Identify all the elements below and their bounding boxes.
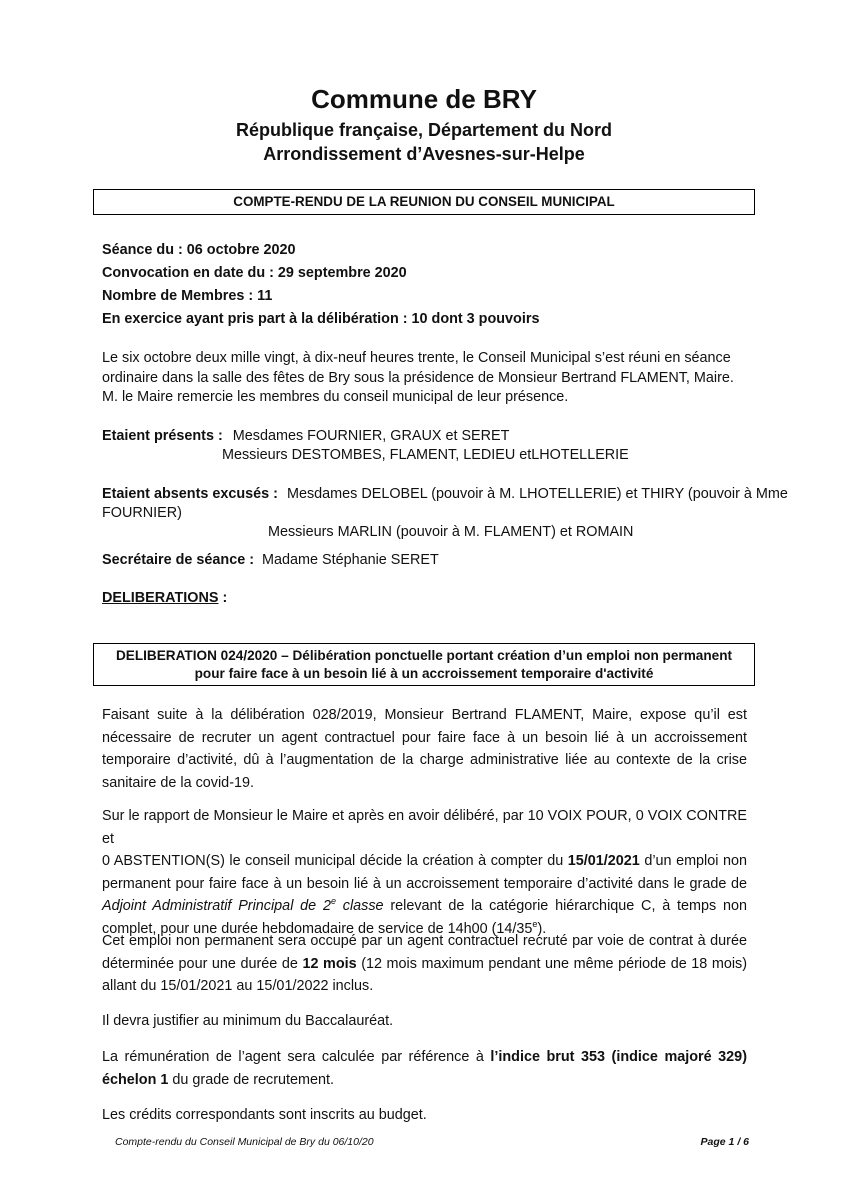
commune-title: Commune de BRY bbox=[311, 84, 537, 114]
presents-label: Etaient présents : bbox=[102, 428, 223, 444]
deliberation-title-line-1: DELIBERATION 024/2020 – Délibération ponctuelle portant création d’un emploi non permanent bbox=[115, 648, 733, 663]
paragraph-5 bbox=[102, 1046, 747, 1091]
presents-messieurs: Messieurs DESTOMBES, FLAMENT, LEDIEU etLHOTELLERIE bbox=[222, 447, 629, 463]
seance-date: Séance du : 06 octobre 2020 bbox=[102, 242, 296, 258]
p2-line-4: Adjoint Administratif Principal de 2e classe relevant de la catégorie hiérarchique C, à temps non bbox=[102, 896, 747, 915]
exercise-count: En exercice ayant pris part à la délibération : 10 dont 3 pouvoirs bbox=[102, 311, 540, 327]
p1-line-2: nécessaire de recruter un agent contractuel pour faire face à un besoin lié à un accroissement bbox=[102, 729, 747, 746]
contract-duration: 12 mois bbox=[302, 955, 357, 972]
deliberation-title-line-2: pour faire face à un besoin lié à un accroissement temporaire d'activité bbox=[194, 666, 654, 681]
report-title-box bbox=[93, 189, 755, 215]
p1-line-1: Faisant suite à la délibération 028/2019, Monsieur Bertrand FLAMENT, Maire, expose qu’il est bbox=[102, 707, 747, 723]
deliberation-title-box bbox=[93, 643, 755, 686]
paragraph-1 bbox=[102, 704, 747, 794]
absents-row bbox=[102, 484, 788, 504]
intro-line-1: Le six octobre deux mille vingt, à dix-neuf heures trente, le Conseil Municipal s’est réuni en séance bbox=[102, 350, 731, 366]
salary-index: l’indice brut 353 (indice majoré 329) bbox=[490, 1049, 747, 1065]
p5-line-1: La rémunération de l’agent sera calculée par référence à l’indice brut 353 (indice majoré 329) bbox=[102, 1049, 747, 1065]
absents-mesdames: Mesdames DELOBEL (pouvoir à M. LHOTELLERIE) et THIRY (pouvoir à Mme bbox=[286, 486, 788, 502]
report-title: COMPTE-RENDU DE LA REUNION DU CONSEIL MUNICIPAL bbox=[233, 194, 615, 209]
p3-line-1: Cet emploi non permanent sera occupé par un agent contractuel recruté par voie de contrat à durée bbox=[102, 933, 747, 949]
p2-line-3: permanent pour faire face à un besoin lié à un accroissement temporaire d’activité dans le grade de bbox=[102, 875, 747, 892]
absents-mesdames-continued: FOURNIER) bbox=[102, 505, 182, 521]
p2-line-1: Sur le rapport de Monsieur le Maire et après en avoir délibéré, par 10 VOIX POUR, 0 VOIX CONTRE et bbox=[102, 808, 747, 847]
p3-line-3: allant du 15/01/2021 au 15/01/2022 inclus. bbox=[102, 978, 374, 995]
convocation-date: Convocation en date du : 29 septembre 2020 bbox=[102, 265, 407, 281]
p1-line-3: temporaire d’activité, dû à l’augmentation de la charge administrative liée au contexte de la crise bbox=[102, 752, 747, 769]
p1-line-4: sanitaire de la covid-19. bbox=[102, 774, 254, 791]
deliberations-heading bbox=[102, 588, 227, 608]
creation-date: 15/01/2021 bbox=[567, 853, 640, 870]
p2-line-5: complet, pour une durée hebdomadaire de service de 14h00 (14/35e). bbox=[102, 919, 547, 937]
secretary-row bbox=[102, 550, 439, 570]
secretary-label: Secrétaire de séance : bbox=[102, 552, 254, 568]
deliberations-heading-colon: : bbox=[218, 590, 228, 606]
paragraph-6: Les crédits correspondants sont inscrits au budget. bbox=[102, 1107, 427, 1123]
absents-label: Etaient absents excusés : bbox=[102, 486, 278, 502]
salary-echelon: échelon 1 bbox=[102, 1071, 169, 1088]
presents-row bbox=[102, 426, 509, 446]
deliberations-heading-text: DELIBERATIONS bbox=[102, 590, 219, 606]
presents-mesdames: Mesdames FOURNIER, GRAUX et SERET bbox=[232, 428, 510, 444]
p5-line-2: échelon 1 du grade de recrutement. bbox=[102, 1071, 334, 1088]
page-number: Page 1 / 6 bbox=[700, 1136, 749, 1148]
grade-name: Adjoint Administratif Principal de 2e classe bbox=[102, 896, 384, 915]
paragraph-3 bbox=[102, 930, 747, 998]
footer-left: Compte-rendu du Conseil Municipal de Bry du 06/10/20 bbox=[115, 1136, 374, 1148]
paragraph-2 bbox=[102, 805, 747, 941]
p2-line-2: 0 ABSTENTION(S) le conseil municipal décide la création à compter du 15/01/2021 d’un emploi non bbox=[102, 853, 747, 870]
p3-line-2: déterminée pour une durée de 12 mois (12 mois maximum pendant une même période de 18 mois) bbox=[102, 955, 748, 972]
members-count: Nombre de Membres : 11 bbox=[102, 288, 273, 304]
intro-line-2: ordinaire dans la salle des fêtes de Bry sous la présidence de Monsieur Bertrand FLAMENT, Maire. bbox=[102, 370, 734, 386]
intro-line-3: M. le Maire remercie les membres du conseil municipal de leur présence. bbox=[102, 389, 569, 405]
republic-subtitle: République française, Département du Nord bbox=[235, 120, 613, 140]
secretary-name: Madame Stéphanie SERET bbox=[262, 552, 439, 568]
absents-messieurs: Messieurs MARLIN (pouvoir à M. FLAMENT) et ROMAIN bbox=[268, 524, 634, 540]
paragraph-4: Il devra justifier au minimum du Baccalauréat. bbox=[102, 1013, 394, 1029]
arrondissement-subtitle: Arrondissement d’Avesnes-sur-Helpe bbox=[263, 144, 585, 164]
